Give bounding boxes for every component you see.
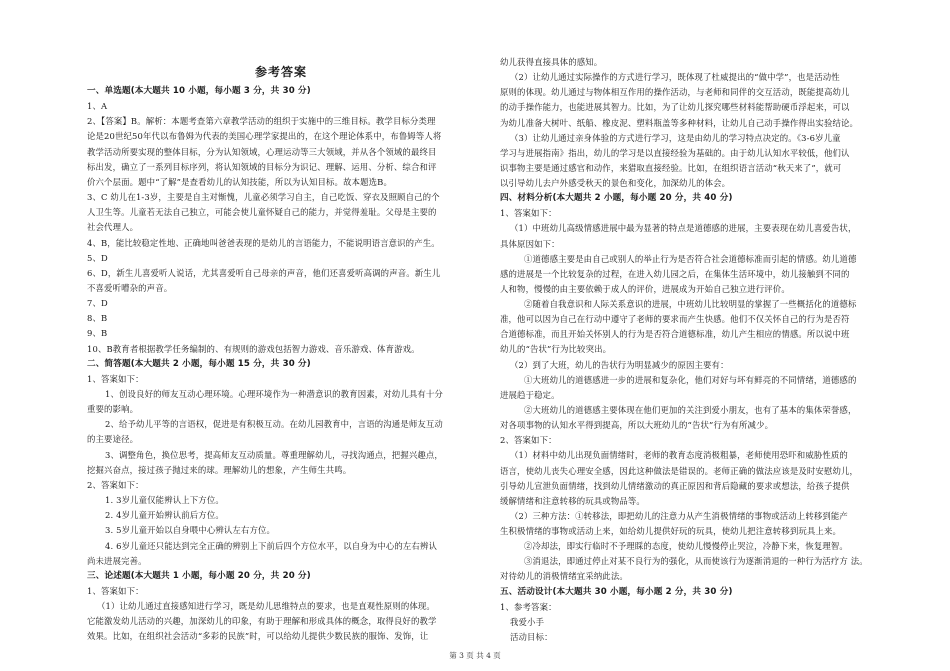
text-line: ②冷却法，即实行临时不予理睬的态度，使幼儿慢慢停止哭泣，冷静下来，恢复理智。 — [524, 541, 848, 552]
text-line: （2）让幼儿通过实际操作的方式进行学习，既体现了杜威提出的“做中学”，也是活动性 — [510, 72, 840, 83]
text-line: 为幼儿准备大树叶、纸船、橡皮泥、塑料瓶盖等多种材料，让幼儿自己动手操作得出实验结论。 — [500, 117, 859, 128]
text-line: （2）三种方法：①转移法，即把幼儿的注意力从产生消极情绪的事物或活动上转移到能产 — [510, 510, 848, 521]
text-line: ②随着自我意识和人际关系意识的进展，中班幼儿比较明显的掌握了一些概括化的道德标 — [524, 299, 857, 310]
section-heading: 二、简答题(本大题共 2 小题，每小题 15 分，共 30 分) — [87, 358, 311, 369]
text-line: 学习与进展指南》指出，幼儿的学习是以直接经验为基础的。由于幼儿认知水平较低，他们认 — [500, 147, 850, 158]
text-line: 5、D — [87, 252, 108, 263]
text-line: 论是20世纪50年代以布鲁姆为代表的美国心理学家提出的，在这个理论体系中，布鲁姆等人将 — [87, 131, 442, 142]
text-line: ②大班幼儿的道德感主要体现在他们更加的关注到爱小朋友，也有了基本的集体荣誉感， — [524, 404, 857, 415]
text-line: ①大班幼儿的道德感进一步的进展和复杂化，他们对好与坏有鲜亮的不同情绪，道德感的 — [524, 374, 857, 385]
text-line: 它能激发幼儿活动的兴趣，加深幼儿的印象，有助于理解和形成具体的概念，取得良好的教学 — [87, 616, 437, 627]
text-line: 具体原因如下： — [500, 238, 560, 249]
text-line: 社会代理人。 — [87, 222, 139, 233]
text-line: 1、答案如下： — [87, 373, 144, 384]
text-line: 幼儿的“告状”行为比较突出。 — [500, 344, 612, 355]
text-line: 价六个层面。题中“了解”是查看幼儿的认知技能，所以为认知目标。故本题选B。 — [87, 176, 393, 187]
section-heading: 五、活动设计(本大题共 30 小题，每小题 2 分，共 30 分) — [500, 586, 733, 597]
text-line: 教学活动所要实现的整体目标，分为认知领域，心理运动等三大领域，并从各个领域的最终目 — [87, 146, 437, 157]
text-line: （3）让幼儿通过亲身体验的方式进行学习，这是由幼儿的学习特点决定的。《3-6岁儿童 — [510, 132, 841, 143]
text-line: 2、【答案】B。解析：本题考查第六章教学活动的组织于实施中的三维目标。教学目标分类理 — [87, 116, 436, 127]
text-line: 1、参考答案： — [500, 601, 557, 612]
text-line: 我爱小手 — [510, 616, 545, 627]
text-line: 人卫生等。儿童若无法自己独立，可能会使儿童怀疑自己的能力，并觉得羞耻。父母是主要的 — [87, 207, 437, 218]
text-line: 生积极情绪的事物或活动上来，如给幼儿提供好玩的玩具，使幼儿把注意转移到玩具上来。 — [500, 526, 841, 537]
text-line: 的主要途径。 — [87, 434, 139, 445]
section-heading: 四、材料分析(本大题共 2 小题，每小题 20 分，共 40 分) — [500, 193, 733, 204]
text-line: ①道德感主要是由自己或别人的举止行为是否符合社会道德标准而引起的情感。幼儿道德 — [524, 253, 857, 264]
text-line: 对待幼儿的消极情绪宜采纳此法。 — [500, 571, 628, 582]
text-line: 1、答案如下： — [500, 208, 557, 219]
text-line: 1、答案如下： — [87, 585, 144, 596]
text-line: 1、A — [87, 101, 108, 112]
text-line: 尚未进展完善。 — [87, 555, 147, 566]
text-line: 4、B，能比较稳定性地、正确地叫爸爸表现的是幼儿的言语能力，不能说明语言意识的产生。 — [87, 237, 440, 248]
text-line: （2）到了大班，幼儿的告状行为明显减少的原因主要有： — [510, 359, 729, 370]
text-line: 识事物主要是通过感官和动作，来猎取直接经验。比如，在组织语言活动“秋天来了”，就可 — [500, 162, 842, 173]
text-line: 挖掘兴奋点，接过孩子抛过来的球。理解幼儿的想象，产生师生共鸣。 — [87, 464, 352, 475]
text-line: ③消退法，即通过停止对某不良行为的强化，从而使该行为逐渐消退的一种行为活疗方 法。 — [524, 556, 868, 567]
text-line: 1. 3岁儿童仅能辨认上下方位。 — [105, 495, 224, 506]
text-line: 幼儿获得直接具体的感知。 — [500, 57, 603, 67]
text-line: 引导幼儿宣泄负面情绪，找到幼儿情绪激动的真正原因和背后隐藏的要求或想法，给孩子提供 — [500, 480, 850, 491]
page-title: 参考答案 — [255, 65, 308, 79]
text-line: 人和物，慢慢的由主要依赖于成人的评价，进展成为开始自己独立进行评价。 — [500, 283, 790, 294]
text-line: 效果。比如，在组织社会活动“多彩的民族”时，可以给幼儿提供少数民族的服饰、发饰，让 — [87, 631, 429, 642]
text-line: 准，他可以因为自己在行动中遵守了老师的要求而产生快感。他们不仅关怀自己的行为是否符 — [500, 314, 850, 325]
text-line: 4. 6岁儿童还只能达到完全正确的辨别上下前后四个方位水平，以自身为中心的左右辨认 — [105, 540, 438, 551]
text-line: 10、B教育者根据教学任务编制的、有规则的游戏包括智力游戏、音乐游戏、体育游戏。 — [87, 343, 420, 354]
text-line: 9、B — [87, 328, 108, 339]
text-line: 2、答案如下： — [87, 479, 144, 490]
text-line: 2、答案如下： — [500, 435, 557, 446]
text-line: 感的进展是一个比较复杂的过程，在进入幼儿园之后，在集体生活环境中，幼儿接触到不同的 — [500, 268, 850, 279]
text-line: 3、C 幼儿在1-3岁，主要是自主对惭愧，儿童必须学习自主，自己吃饭、穿衣及照顾自己的个 — [87, 192, 440, 203]
section-heading: 一、单选题(本大题共 10 小题，每小题 3 分，共 30 分) — [87, 86, 311, 96]
text-line: 活动目标： — [510, 631, 553, 642]
text-line: 3. 5岁儿童开始以自身喂中心辨认左右方位。 — [105, 525, 276, 536]
text-line: 3、调整角色，换位思考，提高师友互动质量。尊重理解幼儿，寻找沟通点，把握兴趣点， — [105, 449, 443, 460]
text-line: 2、给予幼儿平等的言语权，促进是有积极互动。在幼儿园教育中，言语的沟通是师友互动 — [105, 419, 443, 430]
text-line: 的动手操作能力，也能进展其智力。比如，为了让幼儿探究哪些材料能帮助硬币浮起来，可以 — [500, 102, 850, 113]
text-line: 重要的影响。 — [87, 404, 139, 415]
text-line: 语言，使幼儿丧失心理安全感，因此这种做法是错误的。老师正确的做法应该是及时安慰幼儿， — [500, 465, 859, 476]
text-line: 缓解情绪和注意转移的玩具或物品等。 — [500, 495, 645, 506]
page-footer: 第 3 页 共 4 页 — [449, 651, 501, 660]
text-line: 标出发，确立了一系列目标序列，将认知领域的目标分为识记、理解、运用、分析、综合和评 — [87, 161, 437, 172]
text-line: 以引导幼儿去户外感受秋天的景色和变化，加深幼儿的体会。 — [500, 178, 731, 189]
text-line: 不喜爱听嘈杂的声音。 — [87, 282, 173, 293]
text-line: （1）材料中幼儿出现负面情绪时，老师的教育态度消极粗暴，老师使用恐吓和威胁性质的 — [510, 450, 848, 461]
text-line: 对各项事物的认知水平得到提高，所以大班幼儿的“告状”行为有所减少。 — [500, 420, 774, 431]
text-line: 合道德标准，而且开始关怀别人的行为是否符合道德标准，幼儿产生相应的情感。所以说中班 — [500, 329, 850, 340]
text-line: 7、D — [87, 298, 108, 309]
text-line: 2. 4岁儿童开始辨认前后方位。 — [105, 510, 224, 521]
text-line: （1）让幼儿通过直接感知进行学习，既是幼儿思维特点的要求，也是直观性原则的体现。 — [97, 601, 435, 612]
text-line: 6、D，新生儿喜爱听人说话，尤其喜爱听自己母亲的声音，他们还喜爱听高调的声音。新生儿 — [87, 267, 441, 278]
text-line: 原则的体现。幼儿通过与物体相互作用的操作活动，与老师和同伴的交互活动，既能提高幼儿 — [500, 87, 850, 98]
text-line: 8、B — [87, 313, 108, 324]
section-heading: 三、论述题(本大题共 1 小题，每小题 20 分，共 20 分) — [87, 570, 311, 581]
text-line: 1、创设良好的师友互动心理环境。心理环境作为一种潜意识的教育因素，对幼儿具有十分 — [105, 389, 443, 399]
text-line: 进展趋于稳定。 — [500, 389, 560, 400]
text-line: （1）中班幼儿高级情感进展中最为显著的特点是道德感的进展，主要表现在幼儿喜爱告状， — [510, 223, 857, 234]
